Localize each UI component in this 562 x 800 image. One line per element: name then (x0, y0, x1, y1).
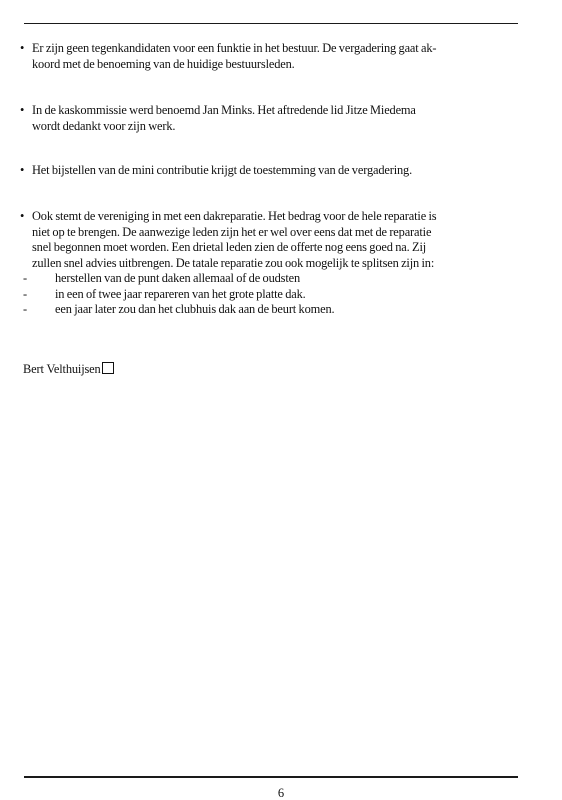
paragraph-line: niet op te brengen. De aanwezige leden zijn het er wel over eens dat met de reparatie (32, 224, 432, 239)
bullet-icon: • (20, 209, 25, 223)
dash-marker: - (23, 302, 27, 316)
bullet-icon: • (20, 41, 25, 55)
list-item-text: een jaar later zou dan het clubhuis dak aan de beurt komen. (55, 302, 335, 316)
paragraph-line: snel begonnen moet worden. Een drietal leden zien de offerte nog eens goed na. Zij (32, 240, 427, 254)
list-item-text: in een of twee jaar repareren van het grote platte dak. (55, 286, 306, 301)
signature (23, 362, 114, 377)
paragraph-text: In de kaskommissie werd benoemd Jan Minks. Het aftredende lid Jitze Miedema (32, 103, 416, 117)
paragraph-line (20, 209, 515, 225)
paragraph-line: wordt dedankt voor zijn werk. (32, 118, 176, 133)
paragraph-contributie (20, 163, 515, 179)
page-number: 6 (277, 786, 285, 800)
paragraph-bestuur (20, 41, 515, 72)
paragraph-line (20, 163, 515, 179)
paragraph-text: Ook stemt de vereniging in met een dakreparatie. Het bedrag voor de hele reparatie is (32, 209, 437, 223)
bullet-icon: • (20, 103, 25, 117)
paragraph-kaskommissie (20, 103, 515, 134)
dash-marker: - (23, 271, 27, 285)
signature-name: Bert Velthuijsen (23, 362, 101, 376)
bottom-rule (24, 776, 518, 778)
list-item (20, 271, 515, 287)
dash-marker: - (23, 286, 27, 301)
paragraph-line: koord met de benoeming van de huidige bestuursleden. (32, 56, 295, 71)
checkbox-square-icon (102, 362, 114, 374)
list-item (20, 302, 515, 318)
list-item (20, 287, 515, 303)
paragraph-line (20, 41, 515, 57)
paragraph-text: Er zijn geen tegenkandidaten voor een funktie in het bestuur. De vergadering gaat ak- (32, 41, 437, 55)
paragraph-line: zullen snel advies uitbrengen. De tatale reparatie zou ook mogelijk te splitsen zijn in: (32, 255, 435, 270)
list-item-text: herstellen van de punt daken allemaal of de oudsten (55, 271, 301, 285)
paragraph-dakreparatie (20, 209, 515, 318)
top-rule (24, 23, 518, 24)
paragraph-line (20, 103, 515, 119)
bullet-icon: • (20, 163, 25, 177)
paragraph-text: Het bijstellen van de mini contributie krijgt de toestemming van de vergadering. (32, 163, 413, 177)
